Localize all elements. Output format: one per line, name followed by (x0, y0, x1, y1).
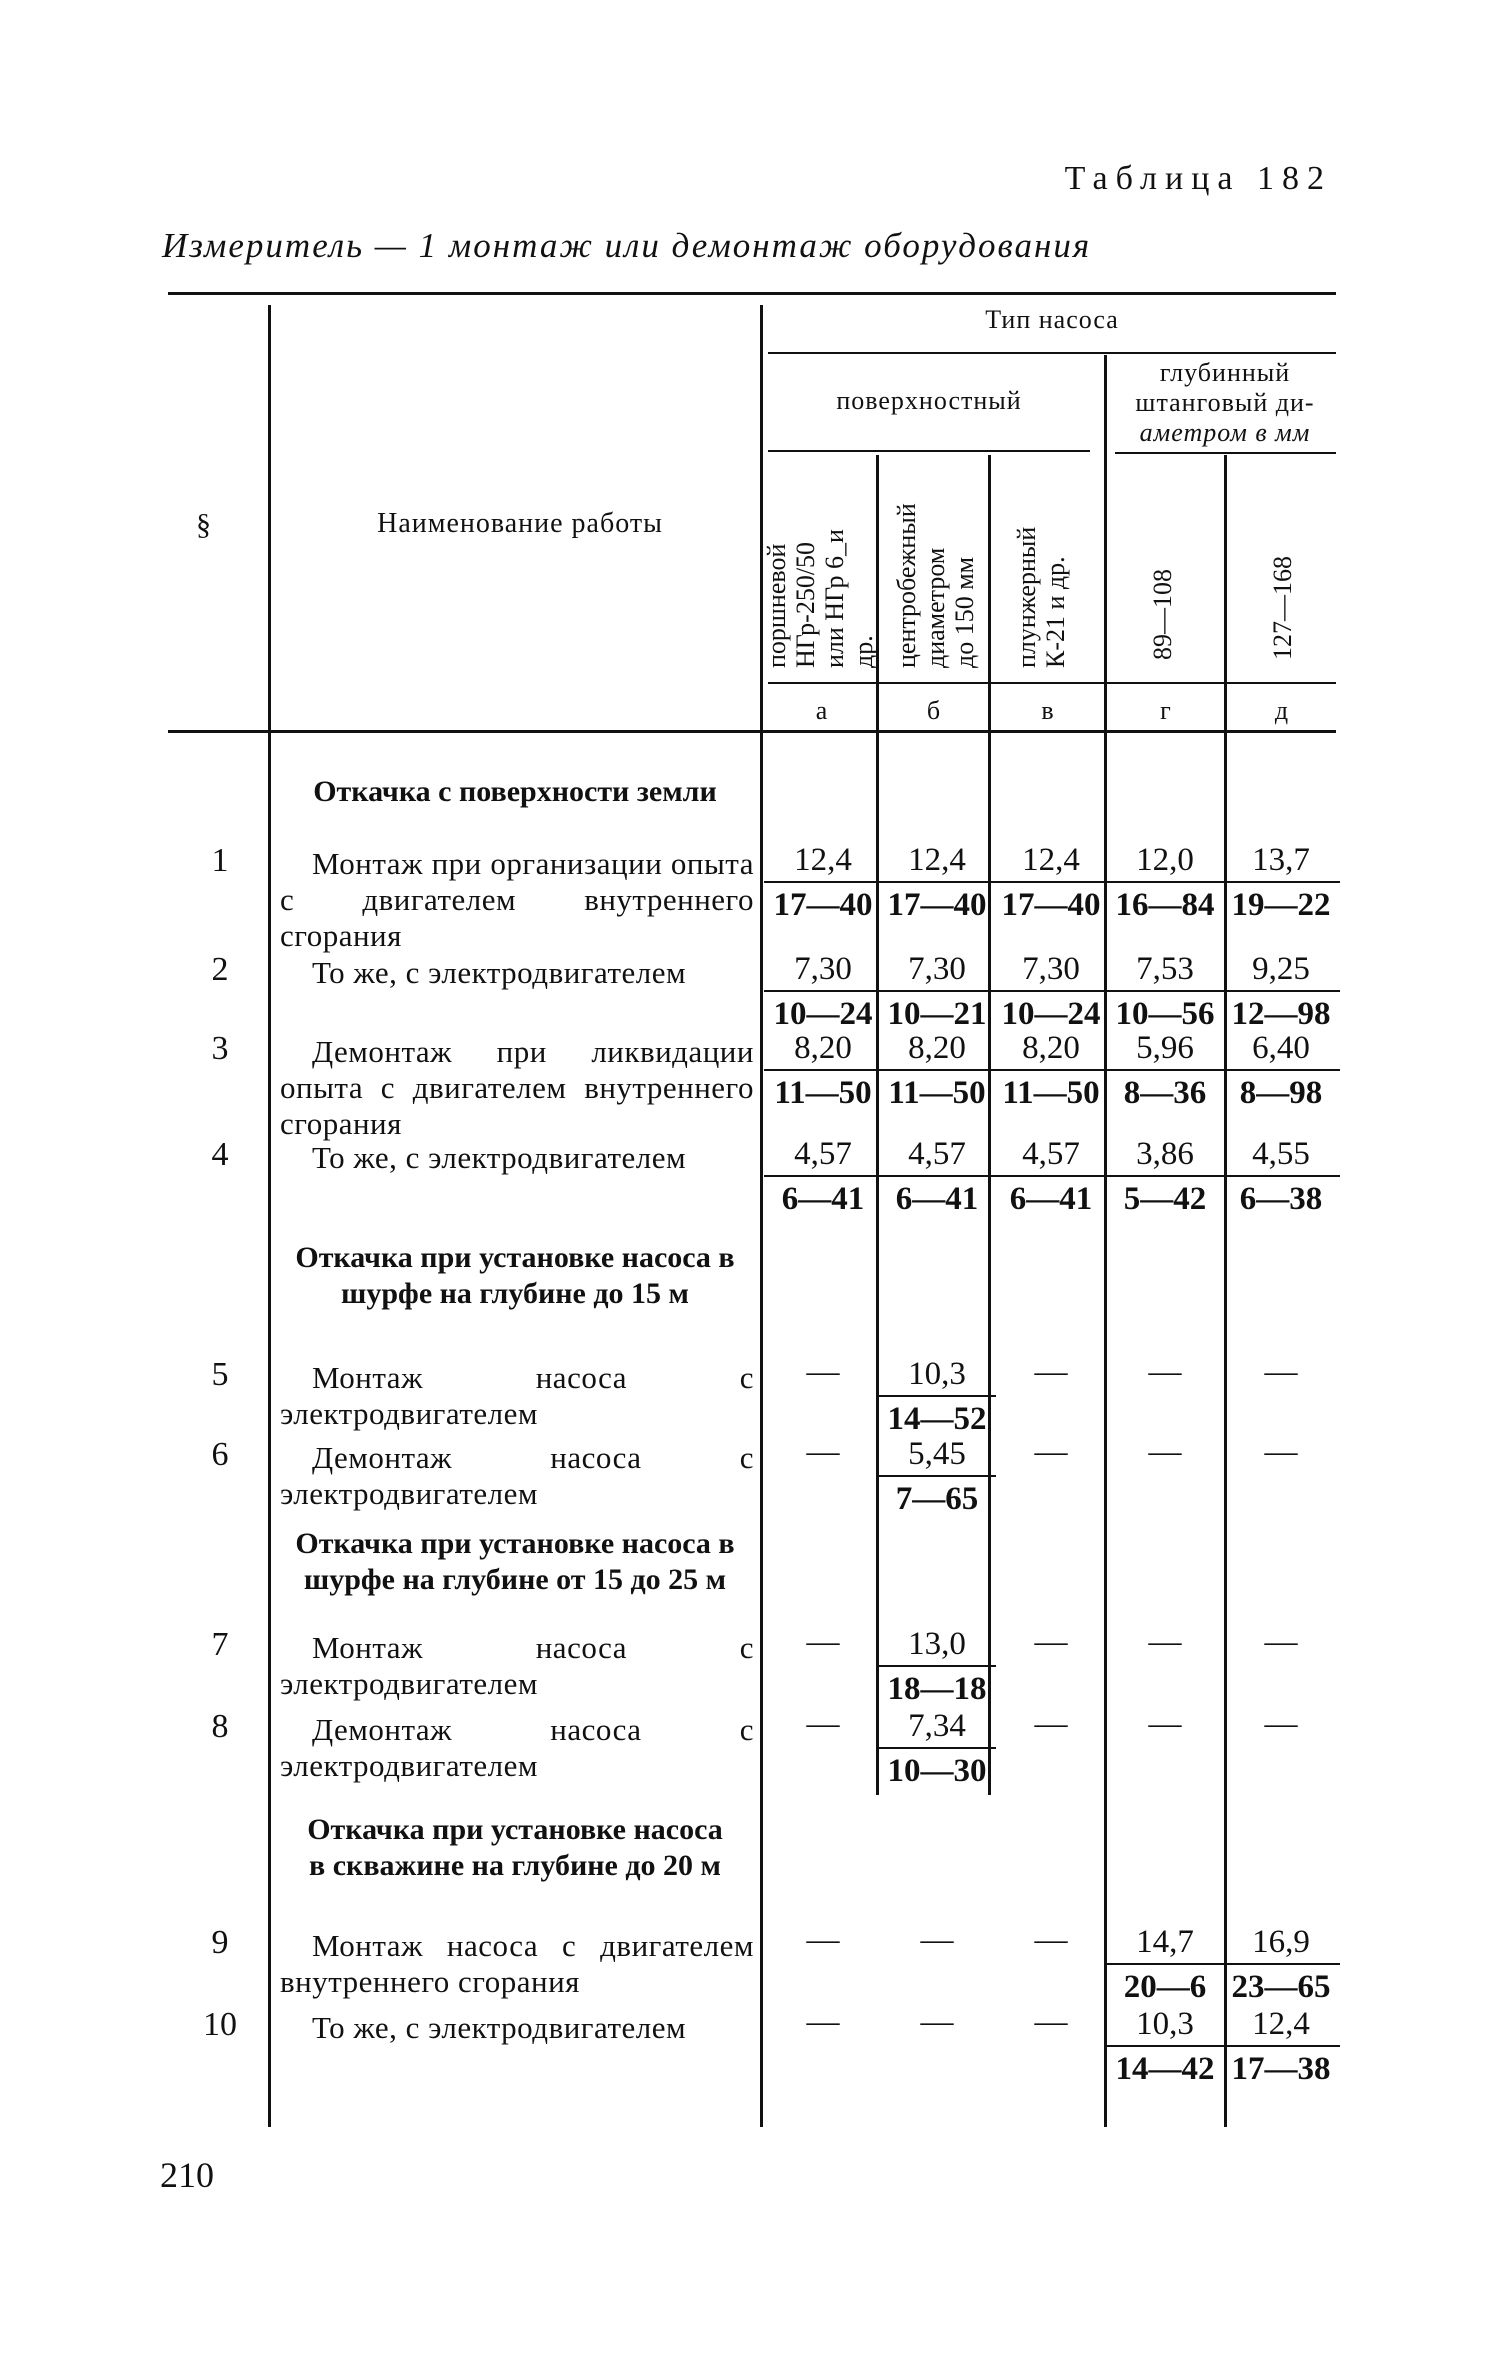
section-title: Откачка при установке насоса в шурфе на глубине до 15 м (295, 1241, 735, 1310)
value-cell (1106, 1028, 1224, 1113)
cost-value: 8—98 (1239, 1075, 1323, 1111)
value-cell (1222, 1134, 1340, 1219)
cost-value: 20—6 (1123, 1969, 1207, 2005)
value-cell (1222, 2004, 1340, 2089)
row-number: 4 (211, 1136, 229, 1173)
deep-header-line: штанговый ди- (1135, 387, 1315, 417)
cost-value: 11—50 (1002, 1075, 1100, 1111)
col-letter-e: д (1274, 696, 1290, 725)
table-number: Таблица 182 (1064, 160, 1332, 197)
cost-value: 10—24 (1001, 996, 1101, 1032)
col-a-header (762, 529, 878, 668)
col-sep-section (268, 305, 271, 2127)
norm-time: 5,96 (1106, 1028, 1224, 1071)
value-cell (764, 1028, 882, 1113)
cost-value: 5—42 (1123, 1181, 1207, 1217)
col-a-line: НГр-250/50 (791, 541, 821, 668)
cost-value: 17—40 (887, 887, 987, 923)
col-b-header (892, 503, 979, 668)
col-b-line: до 150 мм (950, 556, 980, 668)
letters-rule (768, 682, 1336, 684)
empty-cell-dash: — (1264, 1354, 1298, 1390)
cost-value: 17—40 (1001, 887, 1101, 923)
value-cell (878, 1028, 996, 1113)
empty-cell-dash: — (1034, 1922, 1068, 1958)
row-work-name: Демонтаж насоса с электродвигателем (280, 1712, 754, 1783)
empty-cell-dash: — (1034, 1354, 1068, 1390)
value-cell (878, 840, 996, 925)
col-c-line: К-21 и др. (1041, 556, 1071, 668)
norm-time: 13,0 (878, 1624, 996, 1667)
cost-value: 19—22 (1231, 887, 1331, 923)
norm-time: 4,55 (1222, 1134, 1340, 1177)
norm-time: 12,4 (992, 840, 1110, 883)
value-cell (1222, 1922, 1340, 2007)
col-letter-a: а (815, 696, 829, 725)
norm-time: 12,4 (764, 840, 882, 883)
norm-time: 8,20 (992, 1028, 1110, 1071)
value-cell (992, 840, 1110, 925)
row-number: 5 (211, 1356, 229, 1393)
norm-time: 4,57 (992, 1134, 1110, 1177)
section-title: Откачка с поверхности земли (313, 775, 717, 808)
surface-rule (768, 450, 1090, 452)
empty-cell-dash: — (1264, 1624, 1298, 1660)
row-work-name: Демонтаж насоса с электродвигателем (280, 1440, 754, 1511)
cost-value: 6—41 (781, 1181, 865, 1217)
col-a-line: поршневой (762, 543, 791, 668)
value-cell (992, 1028, 1110, 1113)
value-cell (1106, 1922, 1224, 2007)
value-cell (878, 1354, 996, 1439)
col-sep-c (1104, 355, 1107, 2127)
col-sep-d (1224, 455, 1227, 2127)
empty-cell-dash: — (806, 1624, 840, 1660)
col-letter-d: г (1160, 696, 1172, 725)
row-work-name: То же, с электродвигателем (312, 2010, 687, 2045)
row-number: 3 (211, 1030, 229, 1067)
empty-cell-dash: — (1034, 1624, 1068, 1660)
cost-value: 10—56 (1115, 996, 1215, 1032)
cost-value: 12—98 (1231, 996, 1331, 1032)
col-e-header: 127—168 (1268, 556, 1297, 660)
empty-cell-dash: — (1034, 1434, 1068, 1470)
work-name-header: Наименование работы (377, 508, 663, 539)
row-number: 6 (211, 1436, 229, 1473)
norm-time: 7,30 (764, 949, 882, 992)
value-cell (764, 840, 882, 925)
value-cell (1222, 840, 1340, 925)
norm-time: 6,40 (1222, 1028, 1340, 1071)
measure-caption: Измеритель — 1 монтаж или демонтаж оборудования (162, 226, 1092, 265)
empty-cell-dash: — (806, 1706, 840, 1742)
cost-value: 18—18 (887, 1671, 987, 1707)
col-c-line: плунжерный (1012, 526, 1041, 668)
empty-cell-dash: — (920, 1922, 954, 1958)
cost-value: 6—38 (1239, 1181, 1323, 1217)
value-cell (992, 949, 1110, 1034)
empty-cell-dash: — (806, 1354, 840, 1390)
cost-value: 10—24 (773, 996, 873, 1032)
empty-cell-dash: — (1264, 1706, 1298, 1742)
value-cell (1106, 2004, 1224, 2089)
norm-time: 12,4 (1222, 2004, 1340, 2047)
col-b-line: центробежный (892, 503, 921, 668)
row-work-name: То же, с электродвигателем (312, 955, 687, 990)
norm-time: 10,3 (878, 1354, 996, 1397)
norm-time: 14,7 (1106, 1922, 1224, 1965)
value-cell (1222, 949, 1340, 1034)
row-number: 1 (211, 842, 229, 879)
table-top-rule (168, 292, 1336, 295)
row-work-name: Монтаж насоса с электродвигателем (280, 1360, 754, 1431)
norm-time: 7,30 (992, 949, 1110, 992)
pump-type-header: Тип насоса (985, 305, 1119, 334)
empty-cell-dash: — (806, 1434, 840, 1470)
norm-time: 8,20 (878, 1028, 996, 1071)
value-cell (1106, 1134, 1224, 1219)
row-work-name: Монтаж насоса с двигателем внутреннего сгорания (280, 1928, 754, 1999)
col-letter-c: в (1041, 696, 1055, 725)
cost-value: 6—41 (1009, 1181, 1093, 1217)
value-cell (878, 1434, 996, 1519)
value-cell (878, 949, 996, 1034)
surface-header: поверхностный (836, 386, 1022, 415)
row-number: 10 (203, 2006, 237, 2043)
col-a-line: др. (849, 635, 879, 668)
value-cell (878, 1706, 996, 1791)
deep-rule (1115, 452, 1336, 454)
cost-value: 14—42 (1115, 2051, 1215, 2087)
row-work-name: Монтаж при организации опыта с двигателем внутреннего сгорания (280, 846, 754, 953)
norm-time: 9,25 (1222, 949, 1340, 992)
cost-value: 23—65 (1231, 1969, 1331, 2005)
cost-value: 14—52 (887, 1401, 987, 1437)
cost-value: 16—84 (1115, 887, 1215, 923)
col-sep-b (988, 455, 991, 1795)
cost-value: 6—41 (895, 1181, 979, 1217)
cost-value: 10—21 (887, 996, 987, 1032)
deep-header-line: глубинный (1159, 358, 1291, 387)
empty-cell-dash: — (1264, 1434, 1298, 1470)
cost-value: 11—50 (774, 1075, 872, 1111)
value-cell (1106, 840, 1224, 925)
col-c-header (1012, 527, 1070, 668)
empty-cell-dash: — (806, 2004, 840, 2040)
empty-cell-dash: — (806, 1922, 840, 1958)
col-b-line: диаметром (921, 547, 951, 668)
col-d-header: 89—108 (1148, 569, 1177, 660)
value-cell (764, 1134, 882, 1219)
col-a-line: или НГр 6_и (820, 529, 850, 668)
row-work-name: То же, с электродвигателем (312, 1140, 687, 1175)
pump-type-rule (768, 352, 1336, 354)
value-cell (878, 1134, 996, 1219)
norm-time: 12,0 (1106, 840, 1224, 883)
header-bottom-rule (168, 730, 1336, 733)
cost-value: 10—30 (887, 1753, 987, 1789)
value-cell (992, 1134, 1110, 1219)
deep-header-line: аметром в мм (1139, 417, 1311, 447)
cost-value: 11—50 (888, 1075, 986, 1111)
cost-value: 7—65 (895, 1481, 979, 1517)
norm-time: 13,7 (1222, 840, 1340, 883)
page-number: 210 (160, 2155, 214, 2195)
value-cell (1222, 1028, 1340, 1113)
value-cell (764, 949, 882, 1034)
empty-cell-dash: — (1034, 1706, 1068, 1742)
empty-cell-dash: — (920, 2004, 954, 2040)
row-work-name: Демонтаж при ликвидации опыта с двигателем внутреннего сгорания (280, 1034, 754, 1141)
row-work-name: Монтаж насоса с электродвигателем (280, 1630, 754, 1701)
norm-time: 4,57 (764, 1134, 882, 1177)
empty-cell-dash: — (1034, 2004, 1068, 2040)
norm-time: 8,20 (764, 1028, 882, 1071)
section-title: Откачка при установке насоса в скважине на глубине до 20 м (307, 1813, 723, 1882)
norm-time: 7,30 (878, 949, 996, 992)
value-cell (1106, 949, 1224, 1034)
norm-time: 4,57 (878, 1134, 996, 1177)
col-letter-b: б (926, 696, 942, 725)
row-number: 7 (211, 1626, 229, 1663)
cost-value: 8—36 (1123, 1075, 1207, 1111)
norm-time: 5,45 (878, 1434, 996, 1477)
row-number: 8 (211, 1708, 229, 1745)
empty-cell-dash: — (1148, 1434, 1182, 1470)
deep-header (1112, 358, 1338, 448)
cost-value: 17—38 (1231, 2051, 1331, 2087)
norm-time: 12,4 (878, 840, 996, 883)
row-number: 2 (211, 951, 229, 988)
empty-cell-dash: — (1148, 1354, 1182, 1390)
value-cell (878, 1624, 996, 1709)
section-sign: § (196, 508, 212, 541)
empty-cell-dash: — (1148, 1624, 1182, 1660)
norm-time: 3,86 (1106, 1134, 1224, 1177)
norm-time: 10,3 (1106, 2004, 1224, 2047)
norm-time: 16,9 (1222, 1922, 1340, 1965)
section-title: Откачка при установке насоса в шурфе на глубине от 15 до 25 м (295, 1527, 735, 1596)
empty-cell-dash: — (1148, 1706, 1182, 1742)
norm-time: 7,34 (878, 1706, 996, 1749)
norm-time: 7,53 (1106, 949, 1224, 992)
row-number: 9 (211, 1924, 229, 1961)
cost-value: 17—40 (773, 887, 873, 923)
